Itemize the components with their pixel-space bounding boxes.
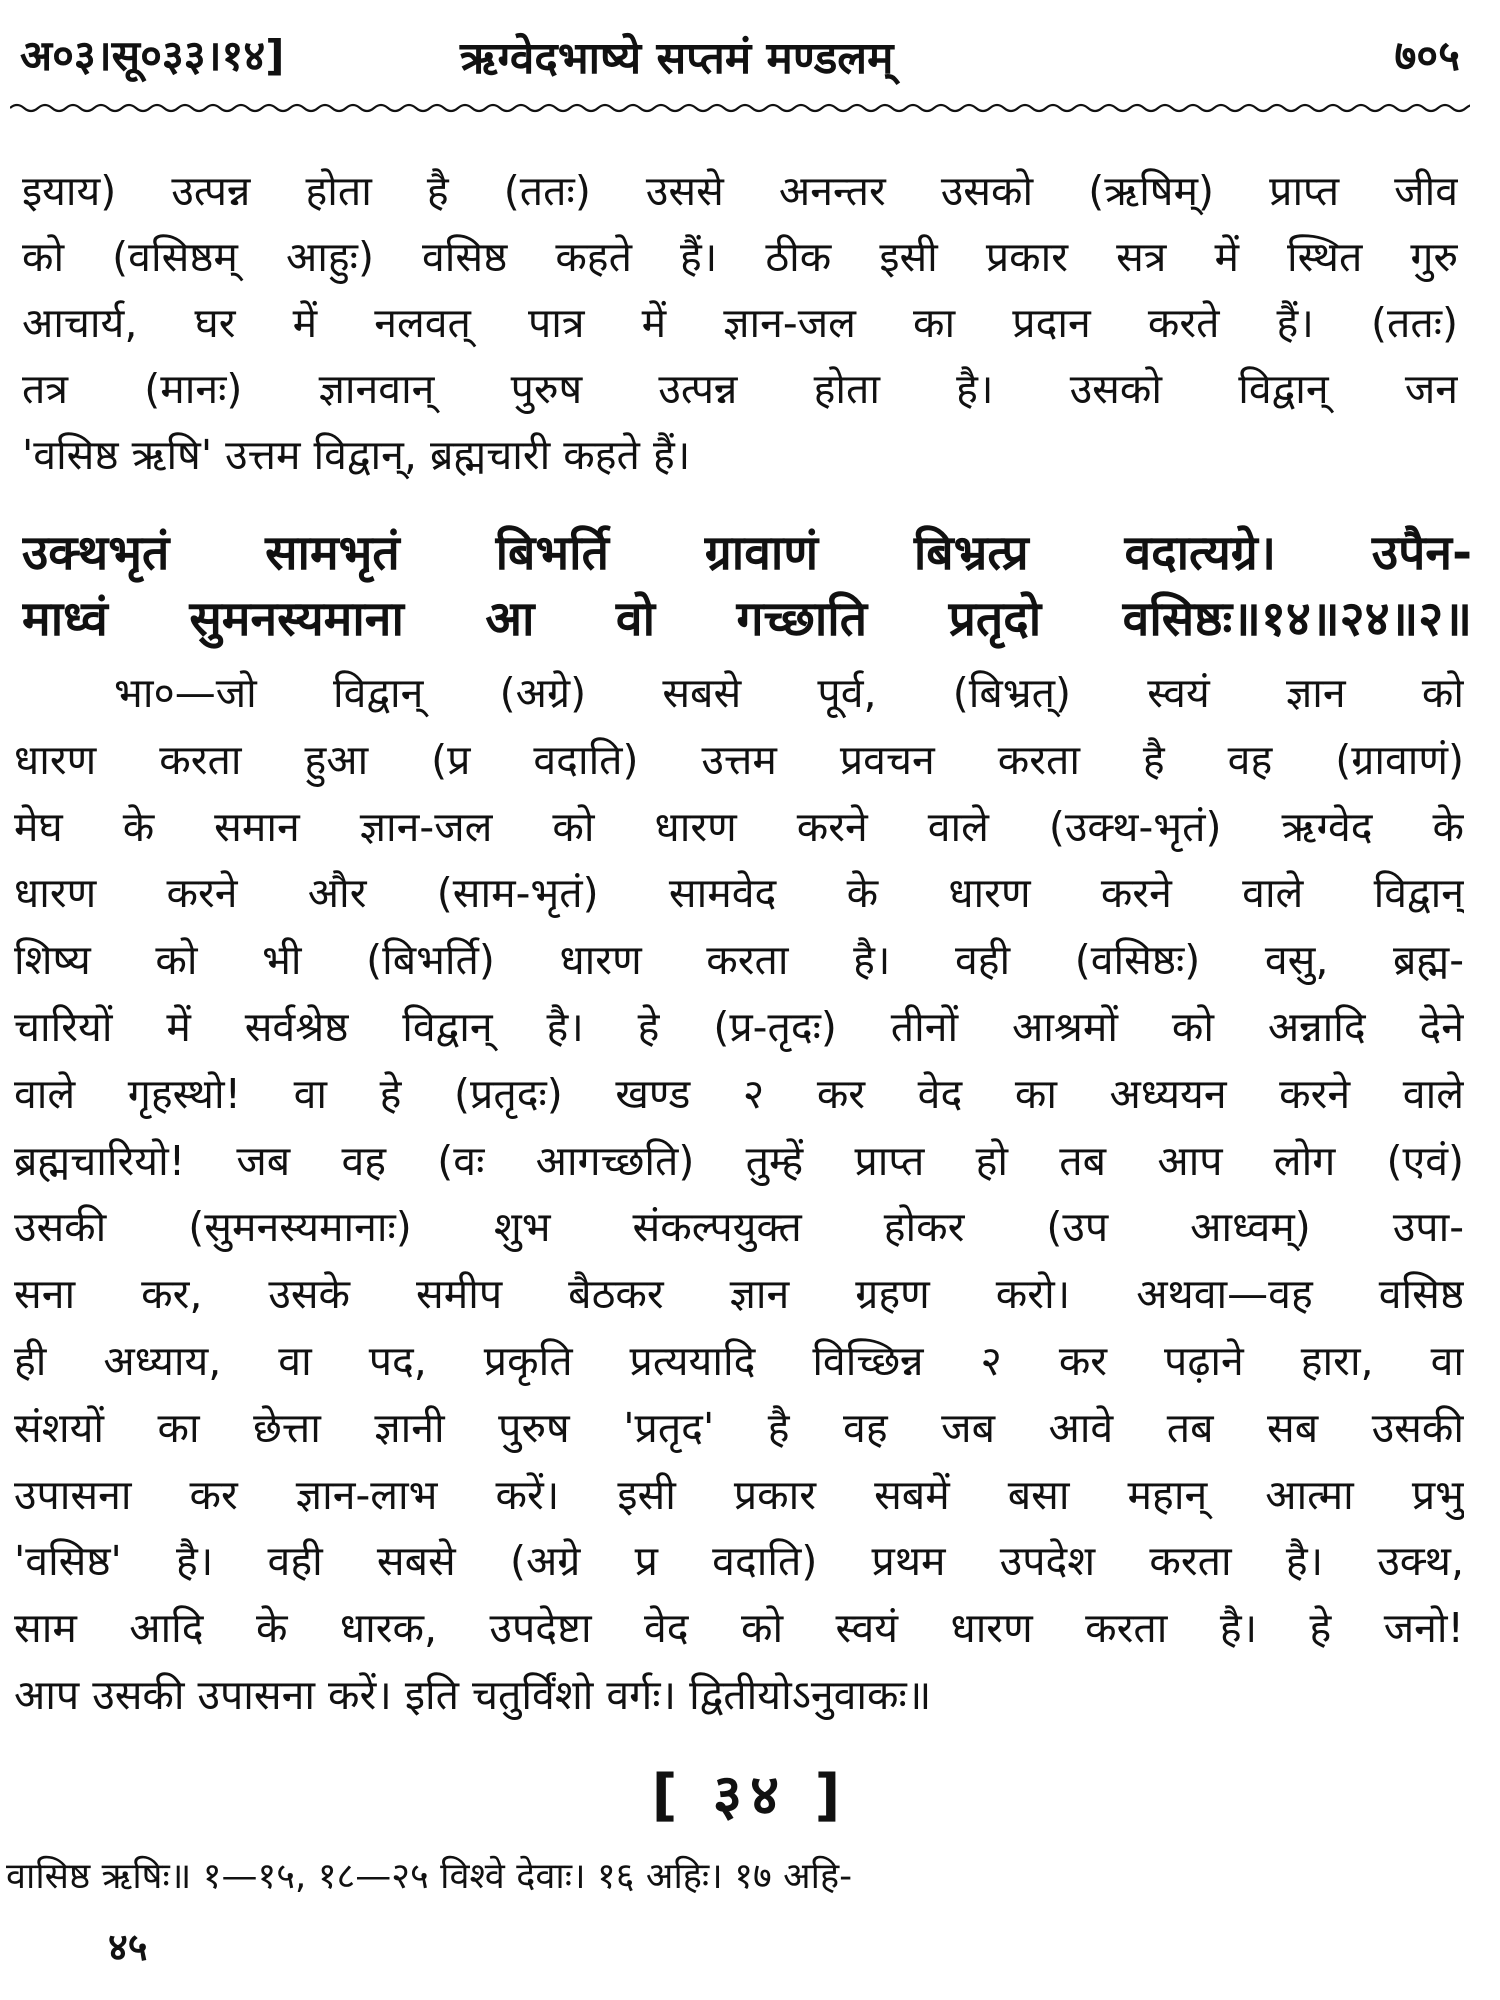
bhashya-line: उपासना कर ज्ञान-लाभ करें। इसी प्रकार सबमें बसा महान् आत्मा प्रभु — [14, 1470, 1464, 1519]
intro-line: आचार्य, घर में नलवत् पात्र में ज्ञान-जल का प्रदान करते हैं। (ततः) — [22, 299, 1458, 347]
bhashya-commentary — [14, 660, 1464, 1729]
bhashya-line: शिष्य को भी (बिभर्ति) धारण करता है। वही (वसिष्ठः) वसु, ब्रह्म- — [14, 936, 1464, 985]
bhashya-line: ही अध्याय, वा पद, प्रकृति प्रत्ययादि विच्छिन्न २ कर पढ़ाने हारा, वा — [14, 1336, 1464, 1385]
bhashya-line: आप उसकी उपासना करें। इति चतुर्विंशो वर्गः। द्वितीयोऽनुवाकः॥ — [14, 1670, 932, 1719]
intro-line: को (वसिष्ठम् आहुः) वसिष्ठ कहते हैं। ठीक इसी प्रकार सत्र में स्थित गुरु — [22, 233, 1458, 281]
header-wavy-rule — [10, 102, 1470, 114]
bhashya-line: संशयों का छेत्ता ज्ञानी पुरुष 'प्रतृद' है वह जब आवे तब सब उसकी — [14, 1403, 1464, 1452]
intro-paragraph — [22, 158, 1458, 488]
bhashya-line: सना कर, उसके समीप बैठकर ज्ञान ग्रहण करो। अथवा—वह वसिष्ठ — [14, 1270, 1464, 1319]
bhashya-line: ब्रह्मचारियो! जब वह (वः आगच्छति) तुम्हें प्राप्त हो तब आप लोग (एवं) — [14, 1136, 1464, 1185]
section-number: [ ३४ ] — [651, 1763, 849, 1828]
bhashya-line: चारियों में सर्वश्रेष्ठ विद्वान् है। हे (प्र-तृदः) तीनों आश्रमों को अन्नादि देने — [14, 1002, 1464, 1051]
bhashya-line: मेघ के समान ज्ञान-जल को धारण करने वाले (उक्थ-भृतं) ऋग्वेद के — [14, 802, 1464, 851]
footer-deity-line: वासिष्ठ ऋषिः॥ १—१५, १८—२५ विश्वे देवाः। १६ अहिः। १७ अहि- — [6, 1856, 853, 1897]
mantra-line: उक्थभृतं सामभृतं बिभर्ति ग्रावाणं बिभ्रत्प्र वदात्यग्रे। उपैन- — [22, 525, 1472, 581]
bhashya-line: साम आदि के धारक, उपदेष्टा वेद को स्वयं धारण करता है। हे जनो! — [14, 1604, 1464, 1653]
mantra-line: माध्वं सुमनस्यमाना आ वो गच्छाति प्रतृदो वसिष्ठः॥१४॥२४॥२॥ — [22, 591, 1472, 647]
mantra-verse — [22, 520, 1472, 652]
footer-signature-mark: ४५ — [108, 1925, 148, 1969]
intro-line: 'वसिष्ठ ऋषि' उत्तम विद्वान्, ब्रह्मचारी कहते हैं। — [22, 431, 691, 479]
intro-line: इयाय) उत्पन्न होता है (ततः) उससे अनन्तर उसको (ऋषिम्) प्राप्त जीव — [22, 167, 1458, 215]
page-header — [20, 18, 1460, 96]
header-reference: अ०३।सू०३३।१४] — [20, 31, 285, 80]
header-title: ऋग्वेदभाष्ये सप्तमं मण्डलम् — [460, 33, 894, 84]
intro-line: तत्र (मानः) ज्ञानवान् पुरुष उत्पन्न होता है। उसको विद्वान् जन — [22, 365, 1458, 413]
bhashya-line: 'वसिष्ठ' है। वही सबसे (अग्रे प्र वदाति) प्रथम उपदेश करता है। उक्थ, — [14, 1537, 1464, 1586]
bhashya-line: भा०—जो विद्वान् (अग्रे) सबसे पूर्व, (बिभ्रत्) स्वयं ज्ञान को — [114, 669, 1464, 717]
bhashya-line: उसकी (सुमनस्यमानाः) शुभ संकल्पयुक्त होकर (उप आध्वम्) उपा- — [14, 1203, 1464, 1252]
bhashya-line: धारण करने और (साम-भृतं) सामवेद के धारण करने वाले विद्वान् — [14, 869, 1464, 918]
bhashya-line: धारण करता हुआ (प्र वदाति) उत्तम प्रवचन करता है वह (ग्रावाणं) — [14, 735, 1464, 784]
bhashya-line: वाले गृहस्थो! वा हे (प्रतृदः) खण्ड २ कर वेद का अध्ययन करने वाले — [14, 1069, 1464, 1118]
page-number: ७०५ — [1394, 31, 1460, 80]
